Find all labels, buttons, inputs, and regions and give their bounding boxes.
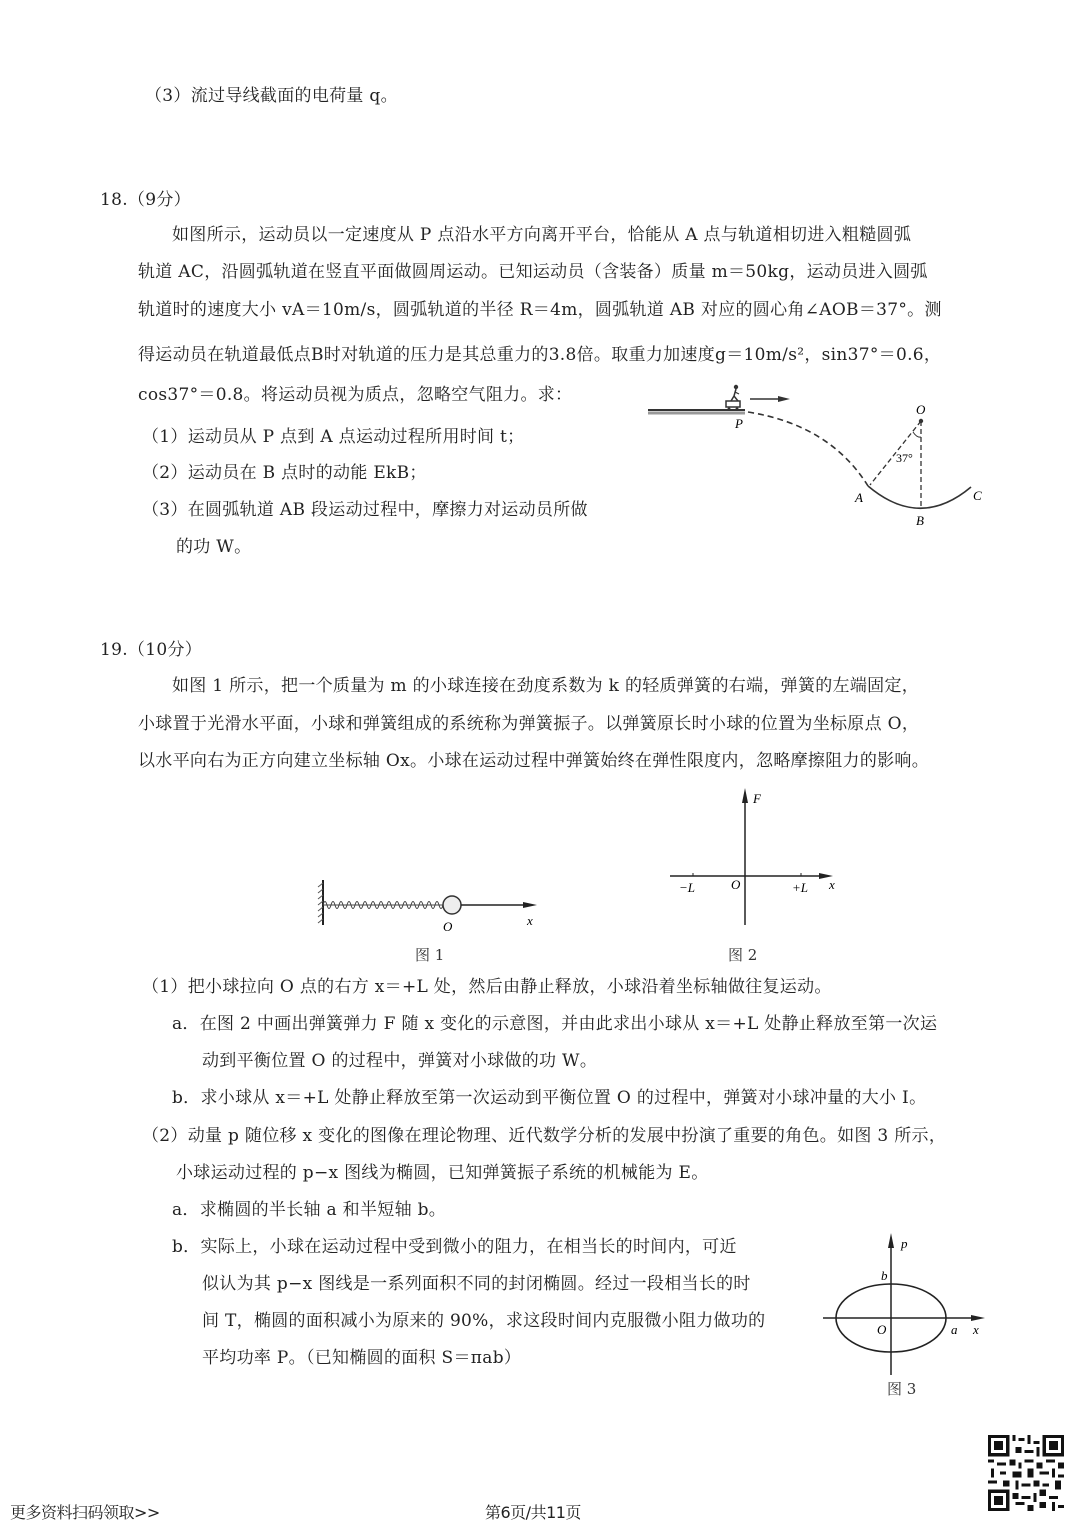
fig3-label-O: O bbox=[877, 1322, 887, 1337]
q19-part2-a: a．求椭圆的半长轴 a 和半短轴 b。 bbox=[172, 1200, 447, 1220]
q18-line-4: 得运动员在轨道最低点B时对轨道的压力是其总重力的3.8倍。取重力加速度g＝10m/s²，sin37°＝0.6， bbox=[138, 345, 942, 365]
q19-line-2: 小球置于光滑水平面，小球和弹簧组成的系统称为弹簧振子。以弹簧原长时小球的位置为坐标原点 O， bbox=[138, 714, 920, 734]
fig3-label-p: p bbox=[901, 1236, 908, 1251]
label-A: A bbox=[855, 490, 863, 505]
figure-3-caption: 图 3 bbox=[887, 1380, 917, 1398]
label-C: C bbox=[973, 488, 982, 503]
fig2-label-x: x bbox=[829, 877, 835, 892]
q19-part2-stem-1: （2）动量 p 随位移 x 变化的图像在理论物理、近代数学分析的发展中扮演了重要的角色。如图 3 所示， bbox=[142, 1126, 947, 1146]
qr-code-icon bbox=[988, 1435, 1064, 1511]
footer-promo-link[interactable]: 更多资料扫码领取>> bbox=[10, 1503, 160, 1522]
figure-2-axes bbox=[665, 785, 845, 935]
label-angle: 37° bbox=[896, 451, 913, 465]
prev-part-3: （3）流过导线截面的电荷量 q。 bbox=[145, 86, 398, 106]
label-P: P bbox=[735, 416, 743, 431]
q19-header: 19.（10分） bbox=[100, 640, 203, 660]
figure-3-ellipse bbox=[815, 1230, 995, 1380]
fig3-label-x: x bbox=[973, 1322, 979, 1337]
figure-1-caption: 图 1 bbox=[415, 946, 445, 964]
q18-part-3: （3）在圆弧轨道 AB 段运动过程中，摩擦力对运动员所做 bbox=[142, 500, 588, 520]
q19-part1-a-line1: a．在图 2 中画出弹簧弹力 F 随 x 变化的示意图，并由此求出小球从 x＝+L 处静止释放至第一次运 bbox=[172, 1014, 938, 1034]
q19-part1-stem: （1）把小球拉向 O 点的右方 x＝+L 处，然后由静止释放，小球沿着坐标轴做往复运动。 bbox=[142, 977, 832, 997]
label-B: B bbox=[916, 513, 924, 528]
page-number: 第6页/共11页 bbox=[485, 1503, 581, 1522]
q18-line-5: cos37°＝0.8。将运动员视为质点，忽略空气阻力。求： bbox=[138, 385, 573, 405]
q19-part2-b-line1: b．实际上，小球在运动过程中受到微小的阻力，在相当长的时间内，可近 bbox=[172, 1237, 737, 1257]
fig2-label-minusL: −L bbox=[679, 880, 696, 895]
q18-line-2: 轨道 AC，沿圆弧轨道在竖直平面做圆周运动。已知运动员（含装备）质量 m＝50kg，运动员进入圆弧 bbox=[138, 262, 928, 282]
q18-part-2: （2）运动员在 B 点时的动能 EkB； bbox=[142, 463, 427, 483]
q18-header: 18.（9分） bbox=[100, 190, 191, 210]
q19-part2-b-line2: 似认为其 p−x 图线是一系列面积不同的封闭椭圆。经过一段相当长的时 bbox=[202, 1274, 751, 1294]
q18-part-1: （1）运动员从 P 点到 A 点运动过程所用时间 t； bbox=[142, 427, 525, 447]
q19-part1-b: b．求小球从 x＝+L 处静止释放至第一次运动到平衡位置 O 的过程中，弹簧对小球冲量的大小 I。 bbox=[172, 1088, 927, 1108]
figure-1-spring bbox=[315, 875, 545, 935]
q18-line-1: 如图所示，运动员以一定速度从 P 点沿水平方向离开平台，恰能从 A 点与轨道相切进入粗糙圆弧 bbox=[172, 225, 912, 245]
q19-part2-stem-2: 小球运动过程的 p−x 图线为椭圆，已知弹簧振子系统的机械能为 E。 bbox=[176, 1163, 709, 1183]
q19-part1-a-line2: 动到平衡位置 O 的过程中，弹簧对小球做的功 W。 bbox=[202, 1051, 598, 1071]
fig1-label-O: O bbox=[443, 919, 453, 934]
fig2-label-F: F bbox=[753, 791, 761, 806]
label-O: O bbox=[916, 402, 926, 417]
q18-trajectory-figure bbox=[640, 370, 1000, 540]
q19-line-1: 如图 1 所示，把一个质量为 m 的小球连接在劲度系数为 k 的轻质弹簧的右端，弹簧的左端固定， bbox=[172, 676, 920, 696]
fig1-label-x: x bbox=[527, 913, 533, 928]
q19-part2-b-line4: 平均功率 P。（已知椭圆的面积 S＝πab） bbox=[202, 1348, 522, 1368]
fig2-label-plusL: +L bbox=[792, 880, 809, 895]
q19-line-3: 以水平向右为正方向建立坐标轴 Ox。小球在运动过程中弹簧始终在弹性限度内，忽略摩擦阻力的影响。 bbox=[138, 751, 930, 771]
q19-part2-b-line3: 间 T，椭圆的面积减小为原来的 90%，求这段时间内克服微小阻力做功的 bbox=[202, 1311, 766, 1331]
fig2-label-O: O bbox=[731, 877, 741, 892]
q18-part-3-cont: 的功 W。 bbox=[176, 537, 252, 557]
fig3-label-b: b bbox=[881, 1268, 888, 1283]
q18-line-3: 轨道时的速度大小 vA＝10m/s，圆弧轨道的半径 R＝4m，圆弧轨道 AB 对应的圆心角∠AOB＝37°。测 bbox=[138, 300, 942, 320]
figure-2-caption: 图 2 bbox=[728, 946, 758, 964]
fig3-label-a: a bbox=[951, 1322, 958, 1337]
